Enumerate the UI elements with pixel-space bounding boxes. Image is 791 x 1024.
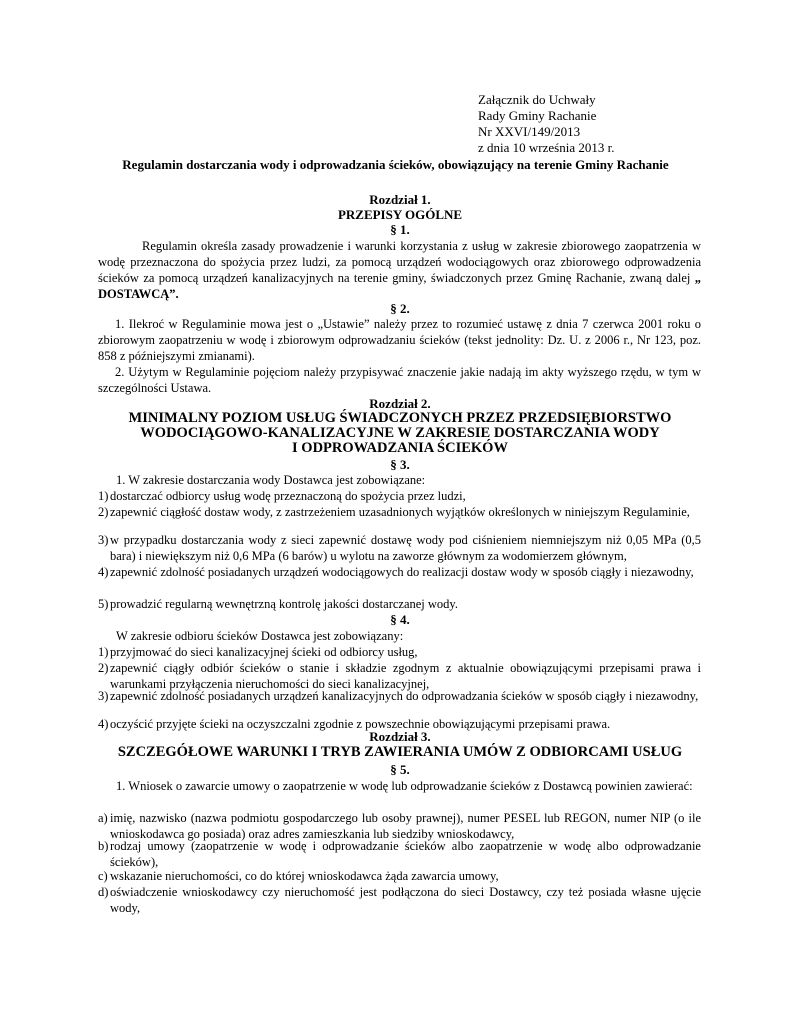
list-item: 4) oczyścić przyjęte ścieki na oczyszczalni zgodnie z powszechnie obowiązującymi przepisami prawa. [98,717,611,731]
list-item: d) oświadczenie wnioskodawcy czy nieruchomość jest podłączona do sieci Dostawcy, czy też posiada własne ujęcie wody, [98,885,701,915]
list-item: 1) dostarczać odbiorcy usług wodę przeznaczoną do spożycia przez ludzi, [98,489,466,503]
section-4-intro: W zakresie odbioru ścieków Dostawca jest zobowiązany: [116,629,404,643]
header-line-2: Rady Gminy Rachanie [478,108,597,123]
section-3-intro: 1. W zakresie dostarczania wody Dostawca jest zobowiązane: [116,473,426,487]
list-item: 5) prowadzić regularną wewnętrzną kontrolę jakości dostarczanej wody. [98,597,458,611]
chapter-2-title-1: MINIMALNY POZIOM USŁUG ŚWIADCZONYCH PRZEZ PRZEDSIĘBIORSTWO [128,410,672,426]
section-4-heading: § 4. [390,612,410,627]
list-item: 3) w przypadku dostarczania wody z sieci zapewnić dostawę wody pod ciśnieniem niemniejszym niż 0,05 MPa (0,5 bara) i niewiększym niż 0,6 MPa (6 barów) u wylotu na zaworze głównym za wodomierzem głównym, [98,533,701,563]
list-item: 2) zapewnić ciągły odbiór ścieków o stanie i składzie zgodnym z aktualnie obowiązującymi przepisami prawa i warunkami przyłączenia nieruchomości do sieci kanalizacyjnej, [98,661,701,691]
list-item: a) imię, nazwisko (nazwa podmiotu gospodarczego lub osoby prawnej), numer PESEL lub REGON, numer NIP (o ile wnioskodawca go posiada) oraz adres zamieszkania lub siedziby wnioskodawcy, [98,811,701,841]
section-2-paragraph-2: 2. Użytym w Regulaminie pojęciom należy przypisywać znaczenie jakie nadają im akty wyższego rzędu, w tym w szczególności Ustawa. [98,365,701,395]
document-title: Regulamin dostarczania wody i odprowadzania ścieków, obowiązujący na terenie Gminy Rachanie [122,157,669,172]
header-line-3: Nr XXVI/149/2013 [478,124,581,139]
list-item: 2) zapewnić ciągłość dostaw wody, z zastrzeżeniem uzasadnionych wyjątków określonych w niniejszym Regulaminie, [98,505,690,519]
list-item: c) wskazanie nieruchomości, co do której wnioskodawca żąda zawarcia umowy, [98,869,499,883]
chapter-2-title-2: WODOCIĄGOWO-KANALIZACYJNE W ZAKRESIE DOSTARCZANIA WODY [140,425,660,441]
section-1-text [98,238,701,302]
section-1-body: Regulamin określa zasady prowadzenie i warunki korzystania z usług w zakresie zbiorowego zaopatrzenia w wodę przeznaczona do spożycia przez ludzi, za pomocą urządzeń wodociągowych oraz zbiorowego odprowadzenia ścieków za pomocą urządzeń kanalizacyjnych na terenie gminy, świadczonych przez Gminę Rachanie, zwaną dalej [98,239,701,285]
chapter-2-label: Rozdział 2. [369,396,431,411]
header-line-1: Załącznik do Uchwały [478,92,596,107]
chapter-2-title-3: I ODPROWADZANIA ŚCIEKÓW [292,440,508,456]
section-5-intro: 1. Wniosek o zawarcie umowy o zaopatrzenie w wodę lub odprowadzanie ścieków z Dostawcą powinien zawierać: [116,779,693,793]
section-2-paragraph-1: 1. Ilekroć w Regulaminie mowa jest o „Ustawie” należy przez to rozumieć ustawę z dnia 7 czerwca 2001 roku o zbiorowym zaopatrzeniu w wodę i zbiorowym odprowadzaniu ścieków (tekst jednolity: Dz. U. z 2006 r., Nr 123, poz. 858 z późniejszymi zmianami). [98,317,701,363]
list-item: 3) zapewnić zdolność posiadanych urządzeń kanalizacyjnych do odprowadzania ścieków w sposób ciągły i niezawodny, [98,689,699,703]
section-3-heading: § 3. [390,457,410,472]
header-line-4: z dnia 10 września 2013 r. [478,140,615,155]
list-item: 4) zapewnić zdolność posiadanych urządzeń wodociągowych do realizacji dostaw wody w sposób ciągły i niezawodny, [98,565,694,579]
section-2-heading: § 2. [390,301,410,316]
section-1-bold-term: „ DOSTAWCĄ”. [98,271,701,301]
chapter-3-title: SZCZEGÓŁOWE WARUNKI I TRYB ZAWIERANIA UMÓW Z ODBIORCAMI USŁUG [117,744,683,760]
section-5-heading: § 5. [390,762,410,777]
list-item: 1) przyjmować do sieci kanalizacyjnej ścieki od odbiorcy usług, [98,645,418,659]
chapter-1-label: Rozdział 1. [369,192,431,207]
section-1-heading: § 1. [390,222,410,237]
chapter-3-label: Rozdział 3. [369,729,431,744]
chapter-1-title: PRZEPISY OGÓLNE [337,207,463,222]
list-item: b) rodzaj umowy (zaopatrzenie w wodę i odprowadzanie ścieków albo zaopatrzenie w wodę albo odprowadzanie ścieków), [98,839,701,869]
